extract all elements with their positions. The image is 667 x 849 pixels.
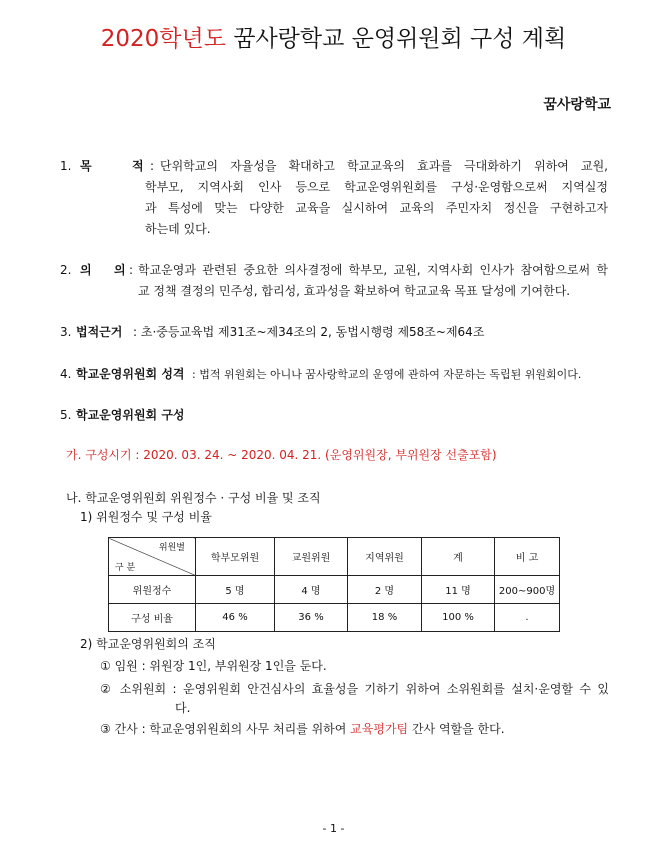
section-1-line-4: 하는데 있다. [145, 222, 211, 236]
table-header-cell: 계 [422, 538, 495, 576]
section-4-number: 4. [60, 367, 72, 381]
table-cell: 4 명 [275, 576, 348, 604]
composition-table [108, 537, 560, 632]
table-row [109, 604, 560, 632]
table-header-cell: 지역위원 [348, 538, 422, 576]
page-number: - 1 - [322, 822, 345, 835]
section-1-label-b: 적 [132, 159, 144, 173]
org-item-3-b: 간사 역할을 한다. [408, 722, 505, 736]
title-year: 2020학년도 [100, 26, 226, 52]
org-item-3-highlight: 교육평가팀 [350, 722, 409, 736]
section-5-label: 학교운영위원회 구성 [76, 408, 185, 422]
table-header-cell: 학부모위원 [196, 538, 275, 576]
table-cell: 36 % [275, 604, 348, 632]
section-1-label-a: 목 [80, 159, 92, 173]
table-cell: . [495, 604, 560, 632]
table-header-row [109, 538, 560, 576]
table-row-label: 구성 비율 [109, 604, 196, 632]
sub-1-heading: 1) 위원정수 및 구성 비율 [80, 510, 212, 524]
sub-2-heading: 2) 학교운영위원회의 조직 [80, 637, 216, 651]
document-title [0, 20, 667, 53]
org-item-2-line-1: ② 소위원회 : 운영위원회 안건심사의 효율성을 기하기 위하여 소위원회를 설치·운영할 수 있 [100, 682, 609, 696]
table-cell: 18 % [348, 604, 422, 632]
section-2-label-a: 의 [80, 263, 92, 277]
section-3-label: 법적근거 [76, 325, 123, 339]
org-item-1: ① 임원 : 위원장 1인, 부위원장 1인을 둔다. [100, 659, 327, 673]
title-rest: 꿈사랑학교 운영위원회 구성 계획 [225, 26, 567, 52]
org-item-3 [100, 720, 505, 739]
table-row-label: 위원정수 [109, 576, 196, 604]
table-header-cell: 비 고 [495, 538, 560, 576]
section-1-number: 1. [60, 159, 72, 173]
section-4-label: 학교운영위원회 성격 [76, 367, 185, 381]
table-cell: 11 명 [422, 576, 495, 604]
table-row [109, 576, 560, 604]
section-2-colon: : [129, 263, 134, 277]
school-name: 꿈사랑학교 [543, 97, 611, 113]
section-3-number: 3. [60, 325, 72, 339]
section-1-colon: : [150, 159, 155, 173]
section-3-text: : 초·중등교육법 제31조~제34조의 2, 동법시행령 제58조~제64조 [133, 325, 485, 339]
org-item-3-a: ③ 간사 : 학교운영위원회의 사무 처리를 위하여 [100, 722, 351, 736]
table-cell: 2 명 [348, 576, 422, 604]
section-5-number: 5. [60, 408, 72, 422]
diag-bottom-label: 구 분 [115, 563, 136, 573]
section-1-line-2: 학부모, 지역사회 인사 등으로 학교운영위원회를 구성·운영함으로써 지역실정 [145, 180, 608, 194]
section-4-text: : 법적 위원회는 아니나 꿈사랑학교의 운영에 관하여 자문하는 독립된 위원회이다. [192, 368, 582, 381]
table-cell: 5 명 [196, 576, 275, 604]
na-heading: 나. 학교운영위원회 위원정수 · 구성 비율 및 조직 [66, 491, 321, 505]
table-cell: 200~900명 [495, 576, 560, 604]
diag-top-label: 위원별 [158, 543, 185, 553]
table-cell: 46 % [196, 604, 275, 632]
section-2-label-b: 의 [114, 263, 126, 277]
section-1-line-3: 과 특성에 맞는 다양한 교육을 실시하여 교육의 주민자치 정신을 구현하고자 [145, 201, 608, 215]
table-cell: 100 % [422, 604, 495, 632]
section-2-line-1: 학교운영과 관련된 중요한 의사결정에 학부모, 교원, 지역사회 인사가 참여함으로써 학 [138, 263, 608, 277]
ga-composition-period: 가. 구성시기 : 2020. 03. 24. ~ 2020. 04. 21. (운영위원장, 부위원장 선출포함) [66, 448, 497, 462]
table-diagonal-header [109, 538, 196, 576]
section-2-number: 2. [60, 263, 72, 277]
org-item-2-line-2: 다. [175, 701, 191, 715]
table-header-cell: 교원위원 [275, 538, 348, 576]
section-2-line-2: 교 정책 결정의 민주성, 합리성, 효과성을 확보하여 학교교육 목표 달성에 기여한다. [138, 284, 571, 298]
section-1-line-1: 단위학교의 자율성을 확대하고 학교교육의 효과를 극대화하기 위하여 교원, [160, 159, 608, 173]
